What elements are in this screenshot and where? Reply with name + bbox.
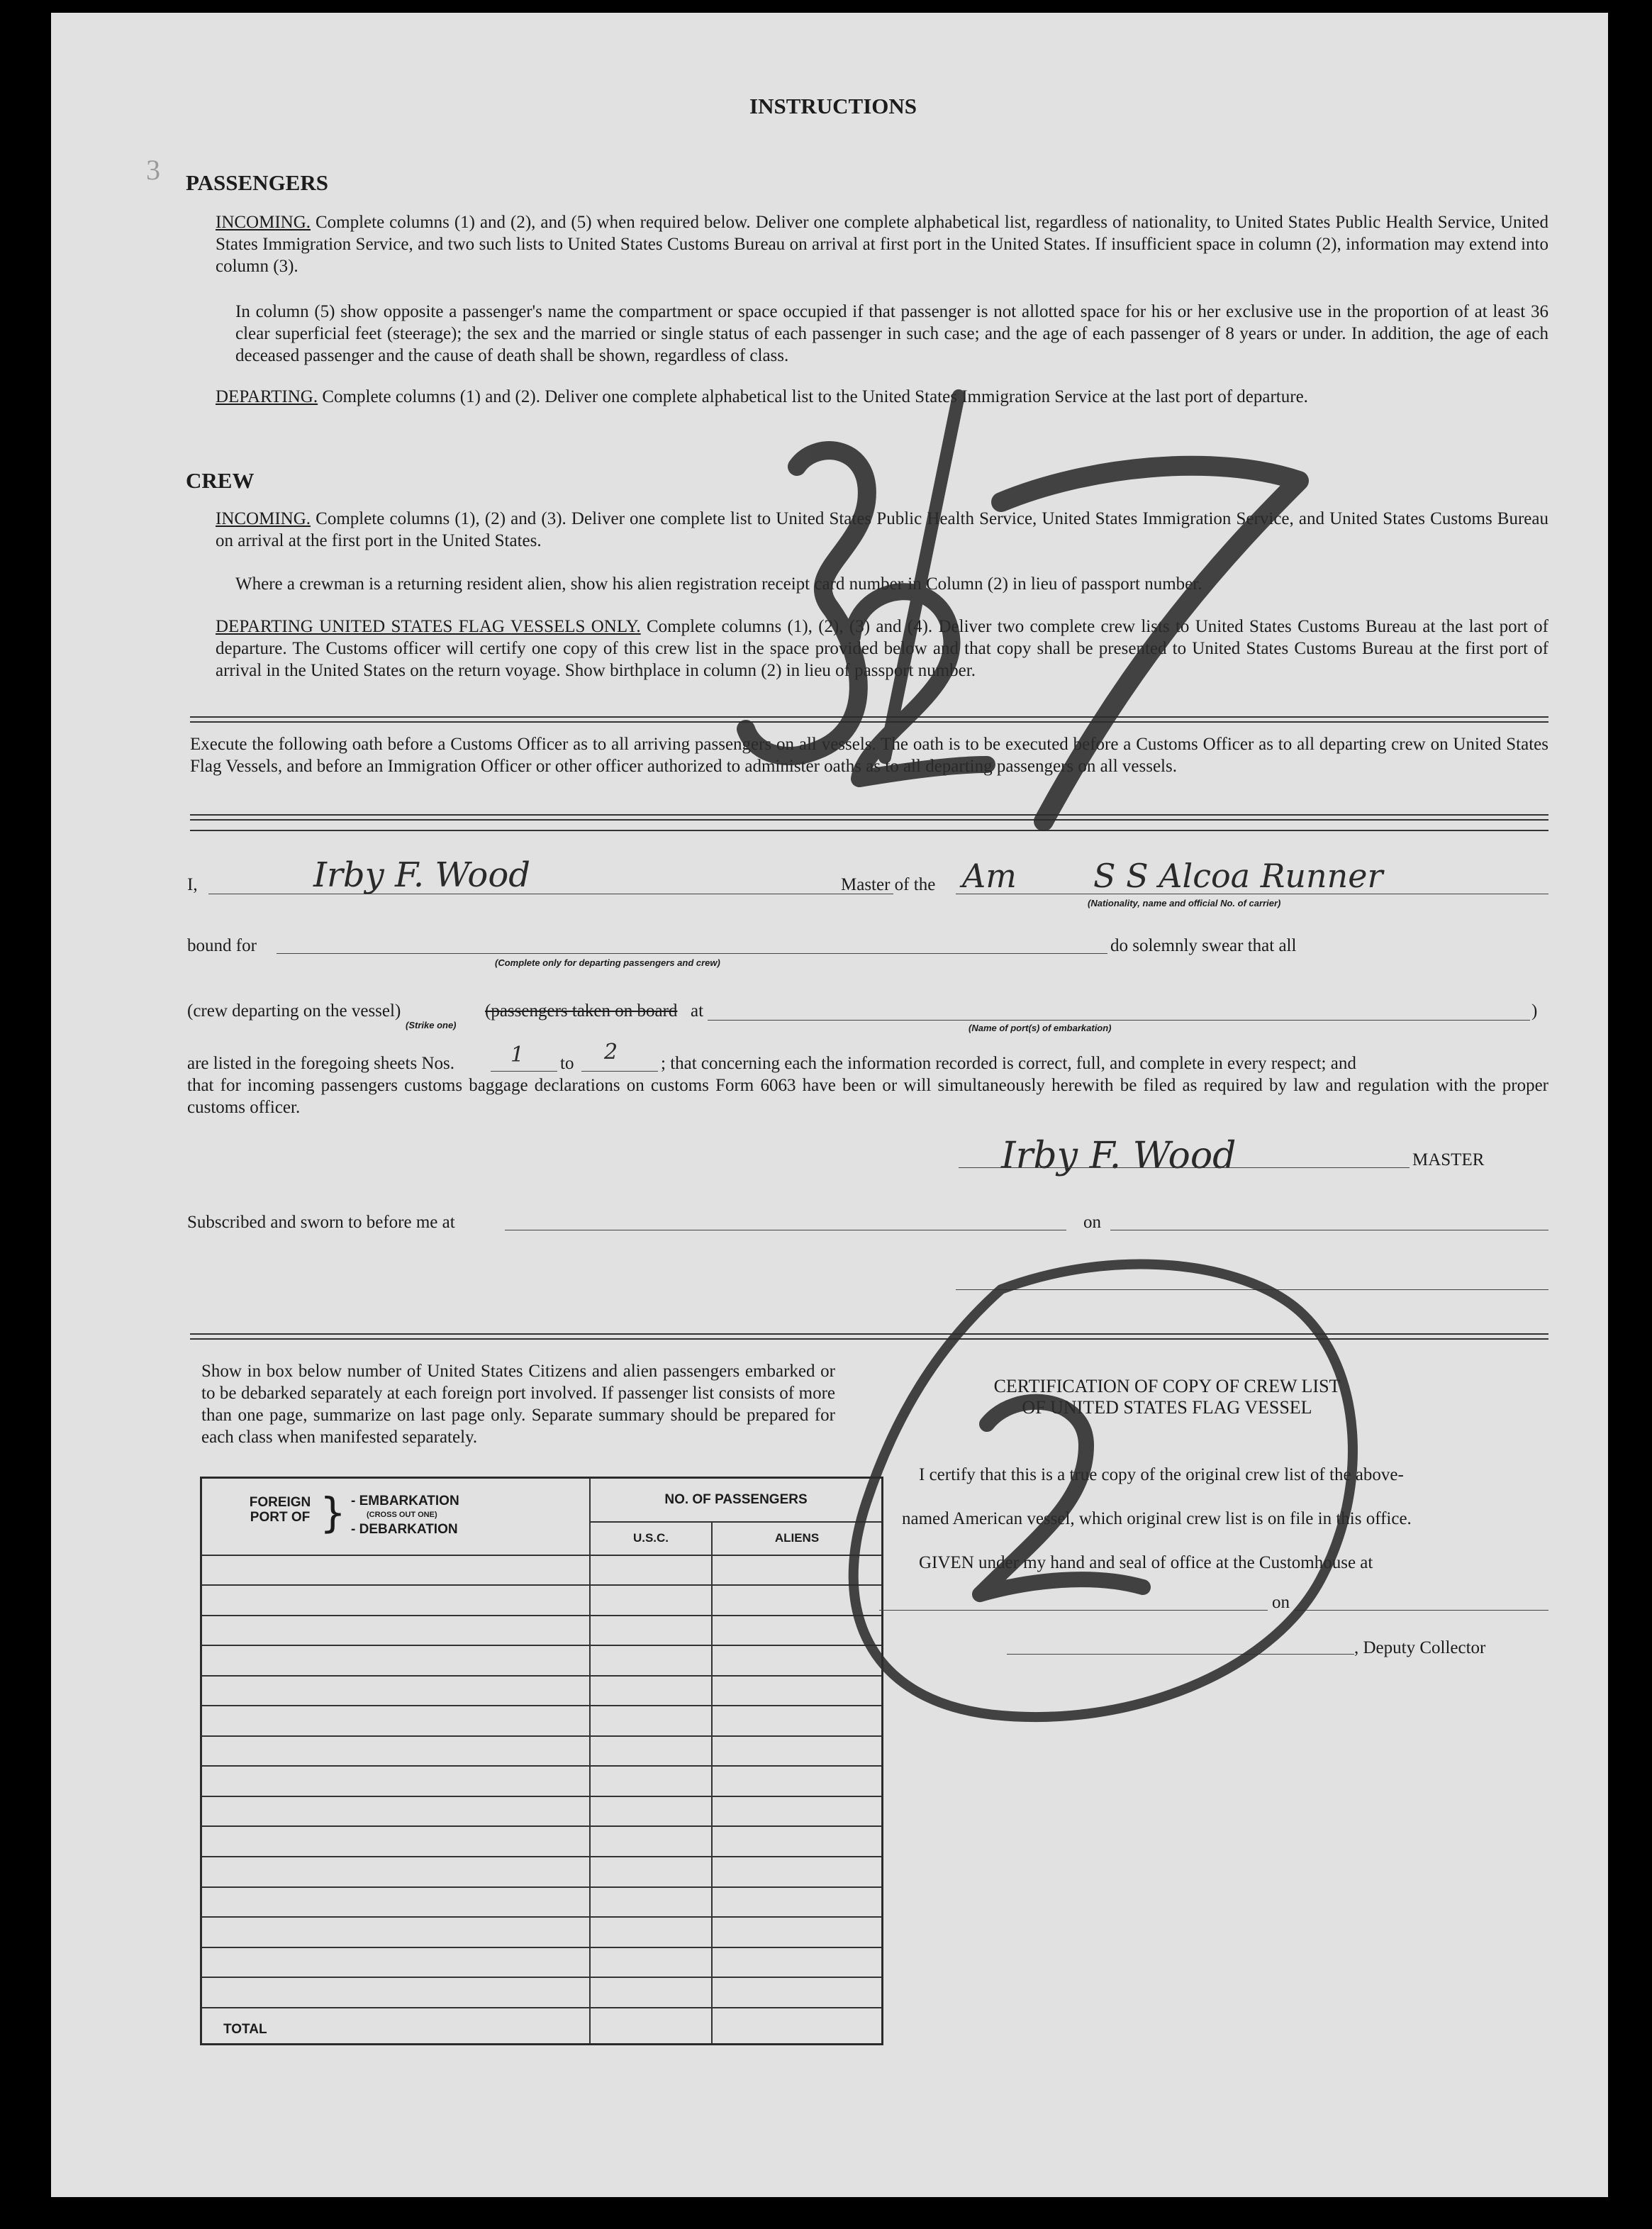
master-of-label: Master of the <box>841 875 936 894</box>
to-label: to <box>560 1054 574 1073</box>
instructions-title: INSTRUCTIONS <box>749 94 917 118</box>
departing-label: DEPARTING. <box>216 387 318 406</box>
bound-for-caption: (Complete only for departing passengers and crew) <box>495 957 720 968</box>
sheet-to: 2 <box>604 1040 618 1065</box>
subscribed-label: Subscribed and sworn to before me at <box>187 1213 455 1232</box>
close-paren: ) <box>1531 1001 1538 1021</box>
i-label: I, <box>187 875 198 894</box>
crew-departing-label: (crew departing on the vessel) <box>187 1001 401 1021</box>
departing-us-label: DEPARTING UNITED STATES FLAG VESSELS ONLY. <box>216 617 641 636</box>
col-foreign: FOREIGN PORT OF <box>249 1495 311 1525</box>
col-embark: - EMBARKATION <box>351 1494 459 1509</box>
cert-line-1: I certify that this is a true copy of the original crew list of the above- <box>919 1465 1404 1484</box>
col-cross: (CROSS OUT ONE) <box>367 1511 437 1520</box>
col-passengers: NO. OF PASSENGERS <box>590 1478 883 1523</box>
passengers-label: (passengers taken on board <box>485 1001 678 1021</box>
brace: } <box>320 1489 346 1538</box>
bound-for-label: bound for <box>187 936 257 955</box>
certification-title-2: OF UNITED STATES FLAG VESSEL <box>1022 1397 1312 1418</box>
total-label: TOTAL <box>201 2008 591 2045</box>
vessel-name: S S Alcoa Runner <box>1093 857 1383 895</box>
master-signature: Irby F. Wood <box>1001 1135 1237 1177</box>
deputy-label: , Deputy Collector <box>1354 1638 1486 1657</box>
crew-incoming-text: Complete columns (1), (2) and (3). Deliver one complete list to United States Public Health Service, United States Immigration Service, and United States Customs Bureau on arrival at the first port in the United States. <box>216 509 1548 550</box>
vessel-caption: (Nationality, name and official No. of carrier) <box>1088 898 1281 908</box>
margin-number: 3 <box>146 154 160 186</box>
listed-text-1: ; that concerning each the information recorded is correct, full, and complete in every respect; and <box>661 1054 1356 1073</box>
strike-caption: (Strike one) <box>406 1020 457 1030</box>
incoming-label: INCOMING. <box>216 213 311 232</box>
cert-line-3: GIVEN under my hand and seal of office at the Customhouse at <box>919 1553 1373 1572</box>
crew-incoming-label: INCOMING. <box>216 509 311 528</box>
col-usc: U.S.C. <box>590 1522 712 1555</box>
sheet-from: 1 <box>510 1043 525 1067</box>
listed-text-2: that for incoming passengers customs baggage declarations on customs Form 6063 have been or will simultaneously herewith be filed as required by law and regulation with the proper customs officer. <box>187 1076 1548 1117</box>
master-label: MASTER <box>1412 1150 1485 1169</box>
at-label: at <box>691 1001 704 1021</box>
oath-intro: Execute the following oath before a Customs Officer as to all arriving passengers on all vessels. The oath is to be executed before a Customs Officer as to all departing crew on United States Flag Vessels, and before an Immigration Officer or other officer authorized to administer oaths as to all departing passengers on all vessels. <box>190 735 1548 776</box>
col-debark: - DEBARKATION <box>351 1522 458 1538</box>
passengers-heading: PASSENGERS <box>186 170 328 195</box>
document-page <box>51 13 1608 2197</box>
col-aliens: ALIENS <box>712 1522 883 1555</box>
vessel-nationality: Am <box>962 857 1017 895</box>
certification-title-1: CERTIFICATION OF COPY OF CREW LIST <box>993 1376 1341 1396</box>
crewman-paragraph: Where a crewman is a returning resident alien, show his alien registration receipt card number in Column (2) in lieu of passport number. <box>235 574 1202 594</box>
cert-on-label: on <box>1272 1593 1290 1612</box>
listed-label: are listed in the foregoing sheets Nos. <box>187 1054 454 1073</box>
on-label: on <box>1083 1213 1101 1232</box>
swear-label: do solemnly swear that all <box>1110 936 1297 955</box>
port-caption: (Name of port(s) of embarkation) <box>969 1023 1112 1033</box>
incoming-text: Complete columns (1) and (2), and (5) when required below. Deliver one complete alphabetical list, regardless of nationality, to United States Public Health Service, United States Immigration Service, and two such lists to United States Customs Bureau on arrival at first port in the United States. If insufficient space in column (2), information may extend into column (3). <box>216 213 1549 276</box>
departing-text: Complete columns (1) and (2). Deliver one complete alphabetical list to the United States Immigration Service at the last port of departure. <box>322 387 1308 406</box>
crew-heading: CREW <box>186 468 255 493</box>
pencil-marks <box>51 13 1608 2197</box>
cert-line-2: named American vessel, which original crew list is on file in this office. <box>902 1509 1412 1528</box>
column5-paragraph: In column (5) show opposite a passenger's name the compartment or space occupied if that passenger is not allotted space for his or her exclusive use in the proportion of at least 36 clear superficial feet (steerage); the sex and the married or single status of each passenger in such case; and the age of each passenger of 8 years or under. In addition, the age of each deceased passenger and the cause of death shall be shown, regardless of class. <box>235 302 1548 365</box>
master-name-handwritten: Irby F. Wood <box>313 855 530 895</box>
departing-us-text: Complete columns (1), (2), (3) and (4). Deliver two complete crew lists to United States Customs Bureau at the last port of departure. The Customs officer will certify one copy of this crew list in the space provided below and that copy shall be presented to United States Customs Bureau at the first port of arrival in the United States on the return voyage. Show birthplace in column (2) in lieu of passport number. <box>216 617 1548 680</box>
summary-note: Show in box below number of United States Citizens and alien passengers embarked or to be debarked separately at each foreign port involved. If passenger list consists of more than one page, summarize on last page only. Separate summary should be prepared for each class when manifested separately. <box>201 1362 835 1447</box>
